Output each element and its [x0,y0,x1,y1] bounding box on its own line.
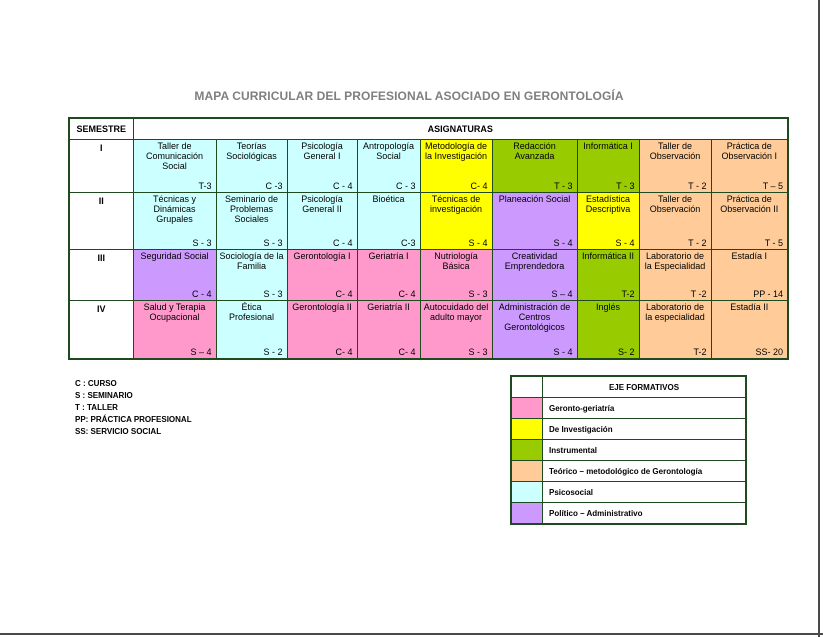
subject-credit: T – 5 [762,181,784,191]
eje-swatch [511,398,543,419]
page-title: MAPA CURRICULAR DEL PROFESIONAL ASOCIADO EN GERONTOLOGÍA [194,89,624,103]
subject-credit: C- 4 [335,346,353,357]
subject-name: Taller de Comunicación Social [145,141,204,171]
subject-credit: C- 4 [470,181,488,191]
subject-cell-content [288,301,357,358]
subject-name: Práctica de Observación II [720,194,779,214]
subject-name: Geriatría II [367,302,410,312]
subject-cell-content [134,140,216,192]
subject-name: Psicología General II [301,194,343,214]
subject-cell [711,193,788,250]
subject-name: Práctica de Observación I [721,141,778,161]
subject-cell [492,193,577,250]
subject-cell [216,193,287,250]
subject-name: Técnicas y Dinámicas Grupales [152,194,196,224]
subject-cell [133,193,216,250]
subject-credit: T-3 [198,181,212,191]
subject-name: Redacción Avanzada [513,141,556,161]
subject-cell [639,250,711,301]
subject-cell [133,250,216,301]
subject-cell-content [358,250,420,300]
subject-cell-content [288,193,357,249]
subject-cell-content [134,301,216,358]
subject-name: Técnicas de investigación [429,194,483,214]
subject-name: Bioética [372,194,405,204]
subject-name: Taller de Observación [649,194,701,214]
subject-cell-content [578,193,639,249]
subject-cell-content [358,301,420,358]
subject-credit: S - 3 [468,289,488,299]
header-asignaturas: ASIGNATURAS [133,118,788,140]
subject-cell-content [578,301,639,358]
subject-cell-content [421,301,492,358]
eje-header-blank [511,376,543,398]
eje-swatch [511,440,543,461]
subject-cell-content [217,301,287,358]
subject-cell [492,250,577,301]
subject-cell-content [217,140,287,192]
legend-line: SS: SERVICIO SOCIAL [75,427,162,436]
subject-cell [216,140,287,193]
subject-credit: C - 3 [395,181,416,191]
eje-header: EJE FORMATIVOS [543,376,747,398]
eje-label: Político – Administrativo [543,503,747,525]
subject-credit: SS- 20 [755,346,784,357]
subject-cell [133,301,216,359]
subject-cell-content [712,250,788,300]
subject-cell-content [578,250,639,300]
subject-credit: C- 4 [398,289,416,299]
subject-credit: C- 4 [335,289,353,299]
eje-swatch [511,482,543,503]
subject-cell [577,140,639,193]
subject-name: Psicología General I [301,141,343,161]
subject-cell [420,250,492,301]
subject-cell [357,140,420,193]
subject-cell-content [493,140,577,192]
subject-name: Seguridad Social [140,251,209,261]
subject-cell [639,301,711,359]
semester-row-2 [69,193,788,250]
subject-name: Administración de Centros Gerontológicos [498,302,571,332]
subject-cell [357,193,420,250]
subject-cell [357,301,420,359]
subject-name: Informática I [583,141,633,151]
subject-cell-content [712,301,788,358]
abbreviation-legend [75,378,192,438]
subject-name: Creatividad Emprendedora [504,251,565,271]
subject-credit: C- 4 [398,346,416,357]
subject-cell-content [358,140,420,192]
subject-cell-content [134,193,216,249]
legend-line: T : TALLER [75,403,118,412]
subject-cell [420,140,492,193]
window-border-right [818,0,820,637]
subject-credit: S - 2 [263,346,283,357]
subject-cell-content [712,140,788,192]
subject-cell [216,301,287,359]
subject-name: Metodología de la Investigación [424,141,488,161]
eje-label: Instrumental [543,440,747,461]
subject-name: Teorías Sociológicas [226,141,277,161]
subject-cell [420,193,492,250]
subject-credit: S- 2 [617,346,635,357]
eje-formativos-legend [510,375,747,525]
subject-cell [287,301,357,359]
subject-cell-content [217,193,287,249]
legend-line: S : SEMINARIO [75,391,133,400]
subject-name: Gerontología I [293,251,351,261]
subject-name: Estadística Descriptiva [585,194,631,214]
eje-swatch [511,419,543,440]
subject-credit: T - 2 [688,181,707,191]
eje-label: De Investigación [543,419,747,440]
legend-line: C : CURSO [75,379,117,388]
subject-cell-content [712,193,788,249]
subject-name: Informática II [581,251,635,261]
semester-label: II [69,193,133,250]
subject-cell-content [578,140,639,192]
subject-credit: S - 3 [468,346,488,357]
subject-name: Laboratorio de la Especialidad [644,251,706,271]
subject-cell-content [358,193,420,249]
subject-cell-content [288,140,357,192]
window-border-bottom [0,633,823,635]
subject-credit: C - 4 [332,181,353,191]
subject-credit: C - 4 [332,238,353,248]
subject-name: Planeación Social [498,194,571,204]
subject-cell-content [421,250,492,300]
subject-name: Antropología Social [362,141,415,161]
subject-name: Estadía I [731,251,768,261]
subject-credit: T-2 [693,346,707,357]
subject-name: Inglés [595,302,621,312]
subject-cell-content [640,140,711,192]
subject-cell [216,250,287,301]
subject-credit: PP - 14 [753,289,784,299]
subject-cell [639,140,711,193]
subject-cell [577,193,639,250]
subject-cell [287,193,357,250]
subject-name: Seminario de Problemas Sociales [224,194,279,224]
subject-credit: T - 5 [764,238,784,248]
subject-credit: T-2 [621,289,635,299]
subject-cell [711,250,788,301]
subject-cell [357,250,420,301]
subject-cell [577,301,639,359]
subject-cell [639,193,711,250]
eje-label: Psicosocial [543,482,747,503]
subject-cell [287,140,357,193]
subject-credit: T - 3 [554,181,573,191]
subject-credit: T - 2 [688,238,707,248]
subject-cell [492,301,577,359]
eje-label: Geronto-geriatría [543,398,747,419]
subject-credit: C -3 [265,181,283,191]
subject-cell [711,140,788,193]
subject-cell [420,301,492,359]
semester-label: IV [69,301,133,359]
subject-cell-content [421,193,492,249]
subject-credit: S – 4 [551,289,573,299]
semester-row-4 [69,301,788,359]
subject-cell-content [640,301,711,358]
subject-cell [492,140,577,193]
subject-name: Ética Profesional [228,302,275,322]
subject-cell-content [421,140,492,192]
legend-line: PP: PRÁCTICA PROFESIONAL [75,415,192,424]
subject-cell-content [640,193,711,249]
semester-row-3 [69,250,788,301]
subject-name: Autocuidado del adulto mayor [423,302,489,322]
eje-swatch [511,503,543,525]
subject-credit: S – 4 [190,346,212,357]
subject-name: Nutriología Básica [434,251,478,271]
subject-credit: S - 4 [553,238,573,248]
subject-credit: S - 4 [468,238,488,248]
subject-cell [711,301,788,359]
subject-name: Taller de Observación [649,141,701,161]
subject-credit: T - 3 [616,181,635,191]
subject-cell-content [493,193,577,249]
subject-cell [287,250,357,301]
semester-label: III [69,250,133,301]
subject-cell-content [217,250,287,300]
subject-credit: T -2 [690,289,707,299]
header-semestre: SEMESTRE [69,118,133,140]
subject-cell-content [493,301,577,358]
subject-credit: S - 4 [615,238,635,248]
subject-cell-content [134,250,216,300]
subject-cell [577,250,639,301]
subject-credit: C - 4 [191,289,212,299]
subject-name: Sociología de la Familia [219,251,284,271]
subject-name: Salud y Terapia Ocupacional [143,302,206,322]
subject-name: Geriatría I [368,251,409,261]
eje-swatch [511,461,543,482]
subject-cell-content [288,250,357,300]
eje-label: Teórico – metodológico de Gerontología [543,461,747,482]
semester-row-1 [69,140,788,193]
curriculum-table [68,117,789,360]
subject-cell [133,140,216,193]
semester-label: I [69,140,133,193]
subject-credit: C-3 [400,238,416,248]
subject-name: Estadía II [730,302,769,312]
subject-cell-content [640,250,711,300]
subject-cell-content [493,250,577,300]
subject-name: Laboratorio de la especialidad [645,302,705,322]
subject-credit: S - 3 [192,238,212,248]
subject-credit: S - 3 [263,289,283,299]
subject-credit: S - 3 [263,238,283,248]
subject-name: Gerontología II [292,302,352,312]
subject-credit: S - 4 [553,346,573,357]
